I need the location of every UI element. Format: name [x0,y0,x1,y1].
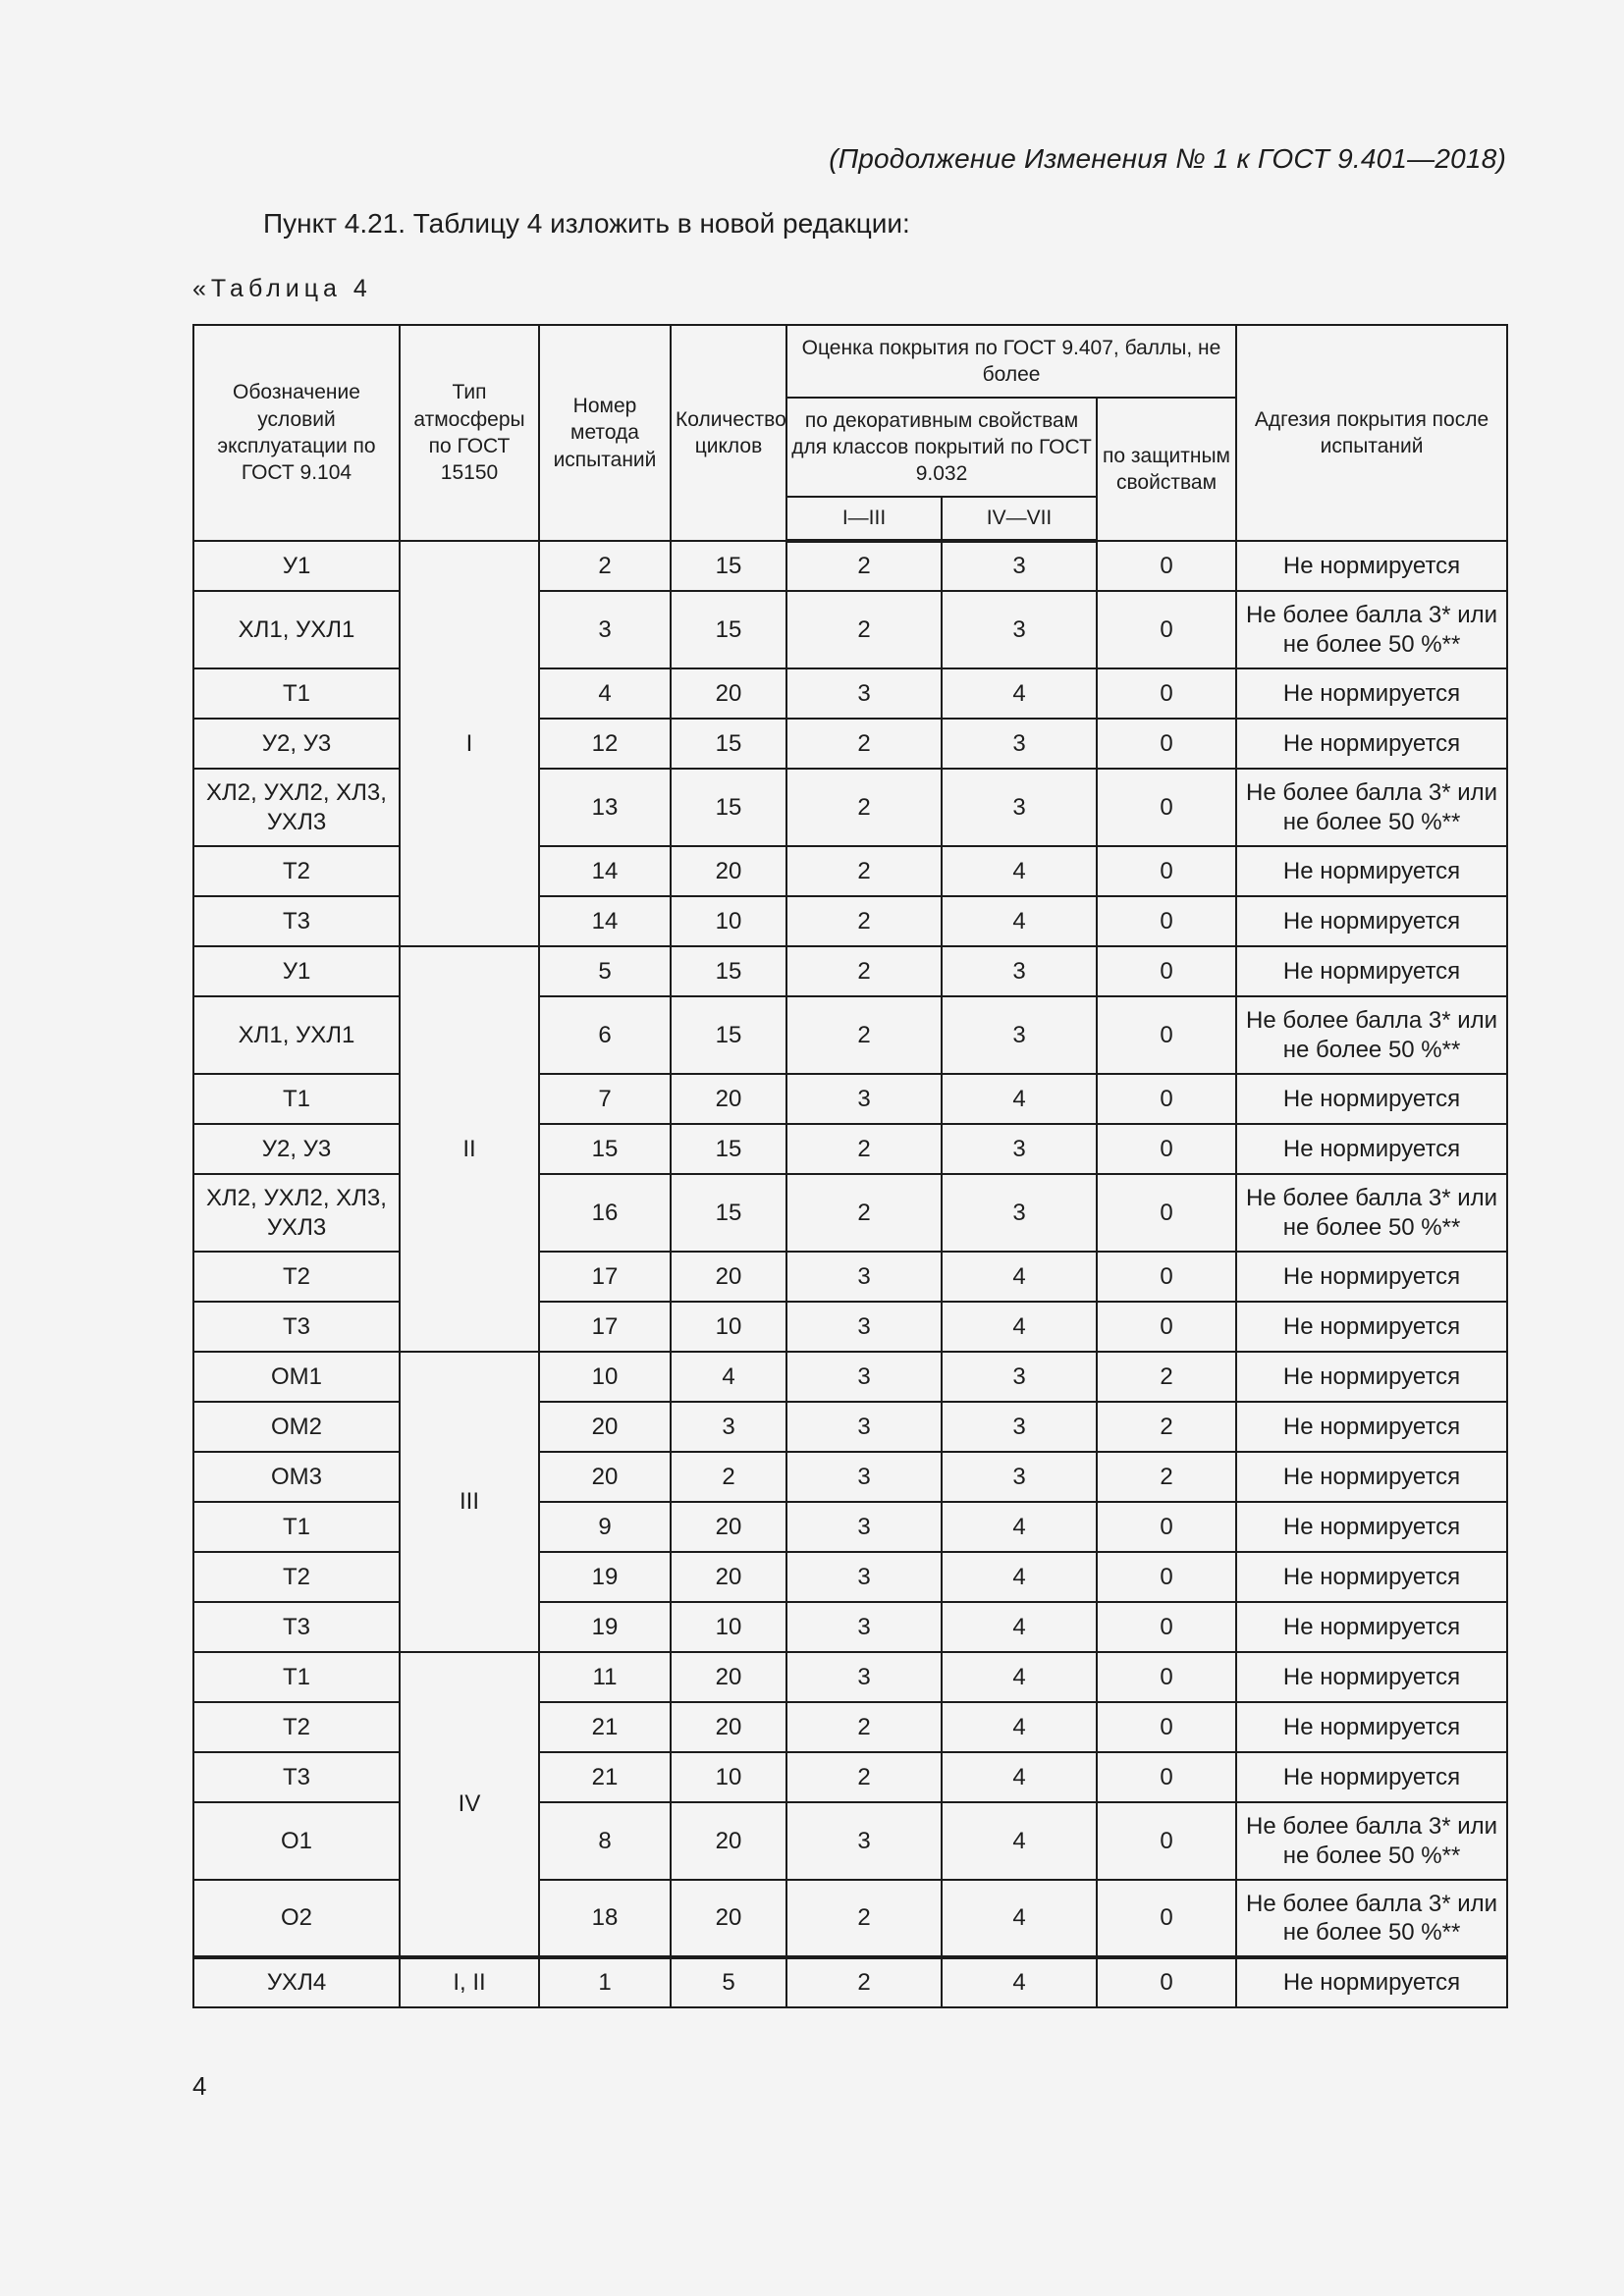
cell-cycles: 15 [671,591,786,668]
cell-protective: 0 [1097,1702,1236,1752]
cell-decorative-iv-vii: 3 [942,591,1097,668]
table-row [193,1402,1507,1452]
cell-protective: 0 [1097,1174,1236,1252]
header-test-method: Номер метода испытаний [539,325,671,541]
cell-adhesion: Не нормируется [1236,896,1507,946]
cell-method: 4 [539,668,671,719]
cell-decorative-i-iii: 2 [786,1702,942,1752]
cell-protective: 0 [1097,1252,1236,1302]
cell-method: 19 [539,1602,671,1652]
cell-decorative-i-iii: 2 [786,1752,942,1802]
table-row [193,668,1507,719]
cell-method: 12 [539,719,671,769]
table-row [193,946,1507,996]
cell-method: 20 [539,1402,671,1452]
cell-adhesion: Не нормируется [1236,1302,1507,1352]
cell-cycles: 15 [671,541,786,591]
cell-protective: 2 [1097,1402,1236,1452]
header-conditions: Обозначение условий эксплуатации по ГОСТ 9.104 [193,325,400,541]
cell-adhesion: Не нормируется [1236,668,1507,719]
cell-cycles: 2 [671,1452,786,1502]
cell-condition: ХЛ2, УХЛ2, ХЛ3, УХЛ3 [193,1174,400,1252]
cell-decorative-i-iii: 3 [786,1302,942,1352]
cell-protective: 0 [1097,1802,1236,1880]
cell-condition: Т1 [193,1502,400,1552]
table-row [193,1302,1507,1352]
table-row [193,1752,1507,1802]
cell-method: 9 [539,1502,671,1552]
header-cycles: Количество циклов [671,325,786,541]
cell-cycles: 20 [671,668,786,719]
cell-decorative-i-iii: 3 [786,1602,942,1652]
cell-method: 21 [539,1702,671,1752]
cell-method: 13 [539,769,671,846]
cell-protective: 0 [1097,946,1236,996]
cell-method: 17 [539,1302,671,1352]
cell-cycles: 10 [671,1602,786,1652]
cell-condition: ОМ1 [193,1352,400,1402]
cell-decorative-i-iii: 2 [786,591,942,668]
cell-decorative-i-iii: 2 [786,846,942,896]
cell-condition: У1 [193,946,400,996]
cell-method: 21 [539,1752,671,1802]
cell-cycles: 20 [671,1252,786,1302]
cell-atmosphere-type: III [400,1352,539,1652]
cell-method: 16 [539,1174,671,1252]
cell-protective: 0 [1097,1752,1236,1802]
cell-protective: 2 [1097,1352,1236,1402]
cell-cycles: 15 [671,1124,786,1174]
cell-decorative-iv-vii: 3 [942,1174,1097,1252]
cell-adhesion: Не нормируется [1236,1552,1507,1602]
table-row [193,1174,1507,1252]
cell-method: 11 [539,1652,671,1702]
table-row [193,541,1507,591]
cell-cycles: 3 [671,1402,786,1452]
cell-adhesion: Не нормируется [1236,1602,1507,1652]
cell-protective: 0 [1097,591,1236,668]
cell-cycles: 15 [671,996,786,1074]
cell-cycles: 20 [671,1702,786,1752]
cell-condition: О1 [193,1802,400,1880]
cell-decorative-iv-vii: 3 [942,1352,1097,1402]
cell-condition: Т3 [193,1752,400,1802]
cell-decorative-i-iii: 2 [786,1957,942,2007]
cell-decorative-i-iii: 2 [786,946,942,996]
cell-decorative-iv-vii: 4 [942,668,1097,719]
table-caption: «Таблица 4 [192,275,372,302]
cell-adhesion: Не более балла 3* или не более 50 %** [1236,1880,1507,1957]
cell-condition: Т1 [193,1652,400,1702]
cell-decorative-i-iii: 2 [786,1174,942,1252]
cell-condition: Т1 [193,668,400,719]
header-atmosphere-type: Тип атмосферы по ГОСТ 15150 [400,325,539,541]
cell-adhesion: Не нормируется [1236,541,1507,591]
cell-method: 15 [539,1124,671,1174]
table-row [193,1452,1507,1502]
cell-condition: Т1 [193,1074,400,1124]
cell-protective: 0 [1097,1652,1236,1702]
cell-condition: ХЛ1, УХЛ1 [193,996,400,1074]
cell-method: 7 [539,1074,671,1124]
cell-protective: 0 [1097,1124,1236,1174]
cell-adhesion: Не нормируется [1236,1452,1507,1502]
cell-method: 20 [539,1452,671,1502]
cell-adhesion: Не нормируется [1236,1957,1507,2007]
cell-protective: 0 [1097,1302,1236,1352]
cell-decorative-iv-vii: 4 [942,1802,1097,1880]
cell-method: 14 [539,846,671,896]
cell-decorative-iv-vii: 4 [942,846,1097,896]
amendment-instruction: Пункт 4.21. Таблицу 4 изложить в новой редакции: [263,208,910,239]
cell-decorative-iv-vii: 4 [942,1702,1097,1752]
cell-protective: 0 [1097,719,1236,769]
cell-cycles: 15 [671,719,786,769]
cell-decorative-iv-vii: 4 [942,896,1097,946]
cell-protective: 0 [1097,846,1236,896]
table-row [193,1802,1507,1880]
table-body [193,541,1507,2007]
cell-method: 5 [539,946,671,996]
table-row [193,1074,1507,1124]
cell-condition: УХЛ4 [193,1957,400,2007]
cell-method: 17 [539,1252,671,1302]
cell-protective: 0 [1097,1502,1236,1552]
cell-decorative-iv-vii: 4 [942,1752,1097,1802]
table-row [193,591,1507,668]
cell-decorative-i-iii: 3 [786,1352,942,1402]
cell-adhesion: Не нормируется [1236,1702,1507,1752]
cell-protective: 0 [1097,668,1236,719]
cell-cycles: 20 [671,1552,786,1602]
cell-cycles: 10 [671,1302,786,1352]
cell-condition: Т2 [193,1552,400,1602]
cell-method: 1 [539,1957,671,2007]
page-number: 4 [192,2071,207,2101]
table-row [193,846,1507,896]
cell-protective: 0 [1097,541,1236,591]
cell-decorative-iv-vii: 3 [942,996,1097,1074]
cell-decorative-iv-vii: 4 [942,1552,1097,1602]
cell-decorative-i-iii: 3 [786,668,942,719]
cell-condition: У2, У3 [193,1124,400,1174]
cell-decorative-iv-vii: 4 [942,1957,1097,2007]
cell-decorative-i-iii: 3 [786,1552,942,1602]
cell-cycles: 20 [671,1652,786,1702]
header-protective: по защитным свойствам [1097,398,1236,541]
cell-cycles: 15 [671,946,786,996]
cell-cycles: 15 [671,1174,786,1252]
cell-condition: ОМ2 [193,1402,400,1452]
cell-protective: 0 [1097,996,1236,1074]
cell-adhesion: Не нормируется [1236,719,1507,769]
table-row [193,719,1507,769]
cell-adhesion: Не более балла 3* или не более 50 %** [1236,591,1507,668]
cell-decorative-iv-vii: 4 [942,1074,1097,1124]
cell-atmosphere-type: I [400,541,539,946]
cell-decorative-i-iii: 3 [786,1502,942,1552]
table-row [193,1957,1507,2007]
cell-cycles: 10 [671,896,786,946]
cell-decorative-iv-vii: 3 [942,946,1097,996]
header-decorative: по декоративным свойствам для классов покрытий по ГОСТ 9.032 [786,398,1097,497]
cell-condition: У1 [193,541,400,591]
cell-cycles: 20 [671,1502,786,1552]
cell-adhesion: Не нормируется [1236,1502,1507,1552]
table-row [193,1252,1507,1302]
cell-decorative-i-iii: 2 [786,541,942,591]
cell-cycles: 20 [671,1074,786,1124]
cell-decorative-i-iii: 2 [786,1124,942,1174]
table-row [193,1552,1507,1602]
cell-decorative-iv-vii: 4 [942,1502,1097,1552]
cell-cycles: 15 [671,769,786,846]
cell-adhesion: Не нормируется [1236,1402,1507,1452]
cell-decorative-i-iii: 3 [786,1074,942,1124]
cell-method: 6 [539,996,671,1074]
header-coating-assessment: Оценка покрытия по ГОСТ 9.407, баллы, не более [786,325,1236,398]
cell-condition: ХЛ1, УХЛ1 [193,591,400,668]
table-row [193,1702,1507,1752]
cell-decorative-iv-vii: 3 [942,719,1097,769]
cell-condition: ХЛ2, УХЛ2, ХЛ3, УХЛ3 [193,769,400,846]
table-row [193,996,1507,1074]
table-row [193,769,1507,846]
cell-protective: 0 [1097,1552,1236,1602]
cell-decorative-iv-vii: 4 [942,1602,1097,1652]
cell-decorative-iv-vii: 4 [942,1302,1097,1352]
cell-method: 10 [539,1352,671,1402]
cell-cycles: 20 [671,1880,786,1957]
cell-decorative-i-iii: 2 [786,996,942,1074]
cell-adhesion: Не нормируется [1236,1074,1507,1124]
table-row [193,1502,1507,1552]
header-adhesion: Адгезия покрытия после испытаний [1236,325,1507,541]
table-row [193,1880,1507,1957]
cell-condition: У2, У3 [193,719,400,769]
cell-condition: О2 [193,1880,400,1957]
cell-method: 8 [539,1802,671,1880]
cell-condition: Т3 [193,1302,400,1352]
table-4 [192,324,1508,2008]
cell-method: 18 [539,1880,671,1957]
header-class-iv-vii: IV—VII [942,497,1097,541]
cell-protective: 0 [1097,1602,1236,1652]
cell-protective: 2 [1097,1452,1236,1502]
cell-condition: Т2 [193,1702,400,1752]
cell-decorative-iv-vii: 3 [942,541,1097,591]
cell-method: 14 [539,896,671,946]
header-class-i-iii: I—III [786,497,942,541]
table-row [193,1652,1507,1702]
cell-adhesion: Не нормируется [1236,1124,1507,1174]
cell-method: 2 [539,541,671,591]
cell-atmosphere-type: II [400,946,539,1352]
cell-protective: 0 [1097,769,1236,846]
cell-decorative-i-iii: 2 [786,1880,942,1957]
cell-decorative-iv-vii: 4 [942,1652,1097,1702]
cell-condition: Т3 [193,896,400,946]
cell-adhesion: Не нормируется [1236,1252,1507,1302]
table-row [193,1124,1507,1174]
cell-cycles: 20 [671,1802,786,1880]
cell-adhesion: Не более балла 3* или не более 50 %** [1236,1802,1507,1880]
cell-decorative-iv-vii: 4 [942,1880,1097,1957]
cell-cycles: 4 [671,1352,786,1402]
cell-decorative-i-iii: 3 [786,1252,942,1302]
table-row [193,896,1507,946]
cell-condition: ОМ3 [193,1452,400,1502]
cell-protective: 0 [1097,1957,1236,2007]
cell-adhesion: Не нормируется [1236,1752,1507,1802]
cell-atmosphere-type: I, II [400,1957,539,2007]
cell-protective: 0 [1097,1074,1236,1124]
cell-condition: Т2 [193,846,400,896]
cell-adhesion: Не нормируется [1236,846,1507,896]
cell-decorative-iv-vii: 3 [942,769,1097,846]
cell-atmosphere-type: IV [400,1652,539,1957]
cell-method: 3 [539,591,671,668]
cell-adhesion: Не более балла 3* или не более 50 %** [1236,1174,1507,1252]
cell-protective: 0 [1097,896,1236,946]
cell-decorative-i-iii: 3 [786,1452,942,1502]
cell-method: 19 [539,1552,671,1602]
cell-decorative-iv-vii: 3 [942,1124,1097,1174]
cell-decorative-i-iii: 3 [786,1402,942,1452]
table-row [193,1352,1507,1402]
cell-adhesion: Не нормируется [1236,946,1507,996]
cell-decorative-i-iii: 3 [786,1652,942,1702]
cell-decorative-i-iii: 2 [786,896,942,946]
cell-decorative-iv-vii: 4 [942,1252,1097,1302]
document-running-header: (Продолжение Изменения № 1 к ГОСТ 9.401—2018) [829,143,1506,174]
cell-adhesion: Не более балла 3* или не более 50 %** [1236,996,1507,1074]
cell-decorative-i-iii: 2 [786,769,942,846]
cell-protective: 0 [1097,1880,1236,1957]
cell-condition: Т2 [193,1252,400,1302]
cell-adhesion: Не более балла 3* или не более 50 %** [1236,769,1507,846]
cell-decorative-iv-vii: 3 [942,1452,1097,1502]
cell-adhesion: Не нормируется [1236,1652,1507,1702]
cell-cycles: 5 [671,1957,786,2007]
cell-adhesion: Не нормируется [1236,1352,1507,1402]
cell-decorative-iv-vii: 3 [942,1402,1097,1452]
cell-decorative-i-iii: 2 [786,719,942,769]
cell-cycles: 10 [671,1752,786,1802]
cell-condition: Т3 [193,1602,400,1652]
table-row [193,1602,1507,1652]
cell-cycles: 20 [671,846,786,896]
cell-decorative-i-iii: 3 [786,1802,942,1880]
